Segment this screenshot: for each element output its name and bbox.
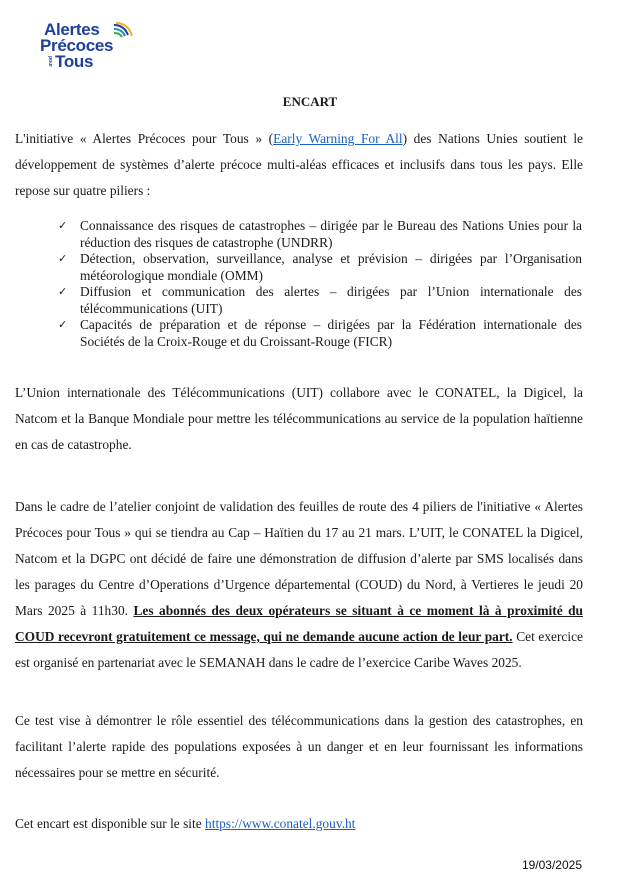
document-title: ENCART [282, 94, 338, 109]
test-purpose-paragraph: Ce test vise à démontrer le rôle essentiel des télécommunications dans la gestion des catastrophes, en facilitant l’alerte rapide des populations exposées à un danger et en leur fournissant les informations nécessaires pour se mettre en sécurité. [15, 713, 583, 780]
emphasis-notice: Les abonnés des deux opérateurs se situant à ce moment là à proximité du COUD recevront gratuitement ce message, qui ne demande aucune action de leur part. [15, 603, 583, 644]
checkmark-icon: ✓ [58, 252, 68, 265]
checkmark-icon: ✓ [58, 219, 68, 232]
logo-line-pour: pour [47, 56, 53, 68]
pillar-item: ✓ Capacités de préparation et de réponse – dirigées par la Fédération internationale des Sociétés de la Croix-Rouge et du Croissant-Rouge (FICR) [58, 317, 582, 349]
logo-line-tous: Tous [55, 52, 94, 71]
pillar-item: ✓ Diffusion et communication des alertes – dirigées par l’Union internationale des télécommunications (UIT) [58, 284, 582, 316]
checkmark-icon: ✓ [58, 285, 68, 298]
pillar-item: ✓ Détection, observation, surveillance, analyse et prévision – dirigées par l’Organisation météorologique mondiale (OMM) [58, 251, 582, 283]
logo-line-precoces: Précoces [40, 36, 114, 55]
logo-line-alertes: Alertes [44, 20, 100, 39]
intro-paragraph: L'initiative « Alertes Précoces pour Tous » (Early Warning For All) des Nations Unies soutient le développement de systèmes d’alerte précoce multi-aléas efficaces et inclusifs dans tous les pays. Elle repose sur quatre piliers : [15, 131, 584, 198]
availability-paragraph: Cet encart est disponible sur le site https://www.conatel.gouv.ht [15, 816, 356, 831]
early-warning-link[interactable]: Early Warning For All [273, 131, 403, 146]
logo [40, 22, 140, 78]
uit-paragraph: L’Union internationale des Télécommunications (UIT) collabore avec le CONATEL, la Digicel, la Natcom et la Banque Mondiale pour mettre les télécommunications au service de la population haïtienne en cas de catastrophe. [15, 385, 583, 452]
signal-waves-icon [112, 22, 134, 40]
conatel-link[interactable]: https://www.conatel.gouv.ht [205, 816, 356, 831]
checkmark-icon: ✓ [58, 318, 68, 331]
document-date: 19/03/2025 [521, 858, 582, 872]
workshop-paragraph: Dans le cadre de l’atelier conjoint de validation des feuilles de route des 4 piliers de l'initiative « Alertes Précoces pour Tous » qui se tiendra au Cap – Haïtien du 17 au 21 mars. L’UIT, le CONATEL la Digicel, Natcom et la DGPC ont décidé de faire une démonstration de diffusion d’alerte par SMS localisés dans les parages du Centre d’Operations d’Urgence départemental (COUD) du Nord, à Vertieres le jeudi 20 Mars 2025 à 11h30. Les abonnés des deux opérateurs se situant à ce moment là à proximité du COUD recevront gratuitement ce message, qui ne demande aucune action de leur part. Cet exercice est organisé en partenariat avec le SEMANAH dans le cadre de l’exercice Caribe Waves 2025. [15, 499, 583, 670]
pillar-item: ✓ Connaissance des risques de catastrophes – dirigée par le Bureau des Nations Unies pour la réduction des risques de catastrophe (UNDRR) [58, 218, 582, 250]
pillars-list [58, 218, 582, 350]
